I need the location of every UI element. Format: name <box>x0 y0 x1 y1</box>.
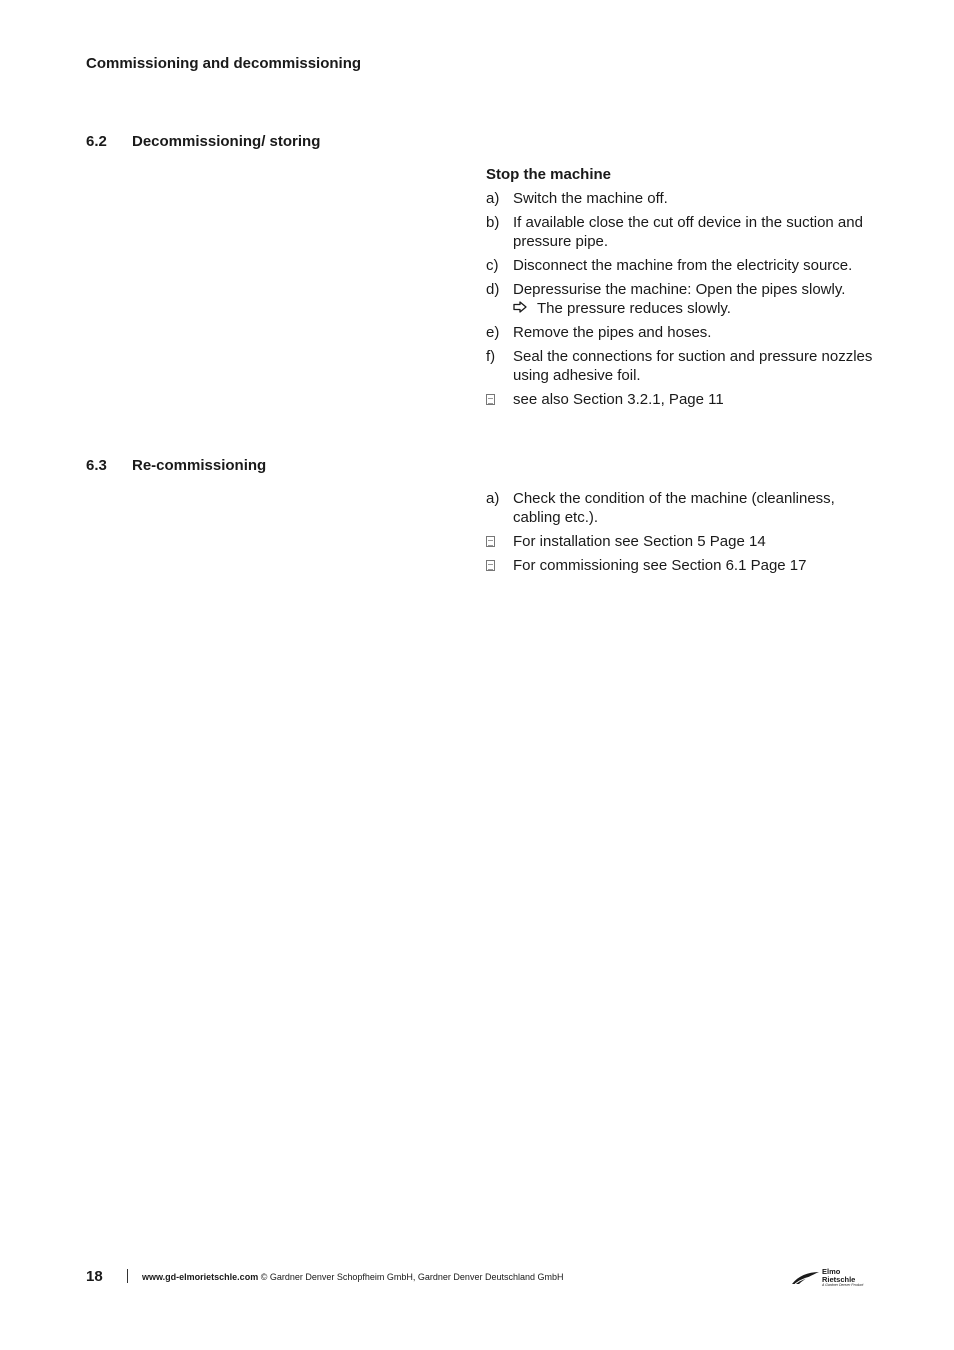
step-item <box>486 213 876 251</box>
reference-text: see also Section 3.2.1, Page 11 <box>513 391 724 408</box>
step-marker: b) <box>486 214 500 231</box>
step-marker: a) <box>486 490 500 507</box>
step-item <box>486 489 876 527</box>
section-6-3-content <box>486 489 876 580</box>
step-item <box>486 189 876 208</box>
reference-item <box>486 532 876 551</box>
step-item <box>486 280 876 318</box>
footer-divider <box>127 1269 128 1283</box>
section-number: 6.2 <box>86 133 107 150</box>
result-arrow-icon <box>513 299 537 318</box>
section-6-2-content <box>486 165 876 414</box>
reference-item <box>486 556 876 575</box>
section-number: 6.3 <box>86 457 107 474</box>
step-marker: e) <box>486 324 500 341</box>
footer-copyright: © Gardner Denver Schopfheim GmbH, Gardner Denver Deutschland GmbH <box>260 1272 564 1282</box>
section-title: Re-commissioning <box>132 457 267 474</box>
logo-tagline: A Gardner Denver Product <box>822 1283 864 1287</box>
reference-text: For installation see Section 5 Page 14 <box>513 533 766 550</box>
footer-url: www.gd-elmorietschle.com <box>142 1272 259 1282</box>
document-reference-icon <box>486 560 495 571</box>
page-footer <box>86 1268 868 1288</box>
step-item <box>486 323 876 342</box>
logo-swoosh-icon <box>790 1270 820 1286</box>
step-item <box>486 256 876 275</box>
document-reference-icon <box>486 394 495 405</box>
step-text-block <box>513 280 876 318</box>
step-text: Seal the connections for suction and pressure nozzles using adhesive foil. <box>513 348 873 384</box>
step-text: If available close the cut off device in the suction and pressure pipe. <box>513 214 863 250</box>
step-item <box>486 347 876 385</box>
reference-item <box>486 390 876 409</box>
step-text: Depressurise the machine: Open the pipes slowly. <box>513 281 846 298</box>
elmo-rietschle-logo <box>790 1268 868 1288</box>
running-title: Commissioning and decommissioning <box>86 55 362 72</box>
section-heading-6-3 <box>86 457 266 474</box>
document-reference-icon <box>486 536 495 547</box>
step-marker: c) <box>486 257 499 274</box>
section-heading-6-2 <box>86 133 320 150</box>
step-marker: f) <box>486 348 496 365</box>
logo-wordmark: Elmo Rietschle <box>822 1267 856 1284</box>
step-text: Disconnect the machine from the electricity source. <box>513 257 853 274</box>
subheading-stop-machine: Stop the machine <box>486 166 612 183</box>
footer-text <box>142 1272 563 1282</box>
step-marker: d) <box>486 281 500 298</box>
step-text: Check the condition of the machine (cleanliness, cabling etc.). <box>513 490 835 526</box>
reference-text: For commissioning see Section 6.1 Page 17 <box>513 557 807 574</box>
page-number: 18 <box>86 1268 103 1285</box>
step-text: Switch the machine off. <box>513 190 668 207</box>
step-result-text: The pressure reduces slowly. <box>537 300 731 317</box>
step-result <box>513 299 876 318</box>
step-marker: a) <box>486 190 500 207</box>
section-title: Decommissioning/ storing <box>132 133 321 150</box>
step-text: Remove the pipes and hoses. <box>513 324 712 341</box>
